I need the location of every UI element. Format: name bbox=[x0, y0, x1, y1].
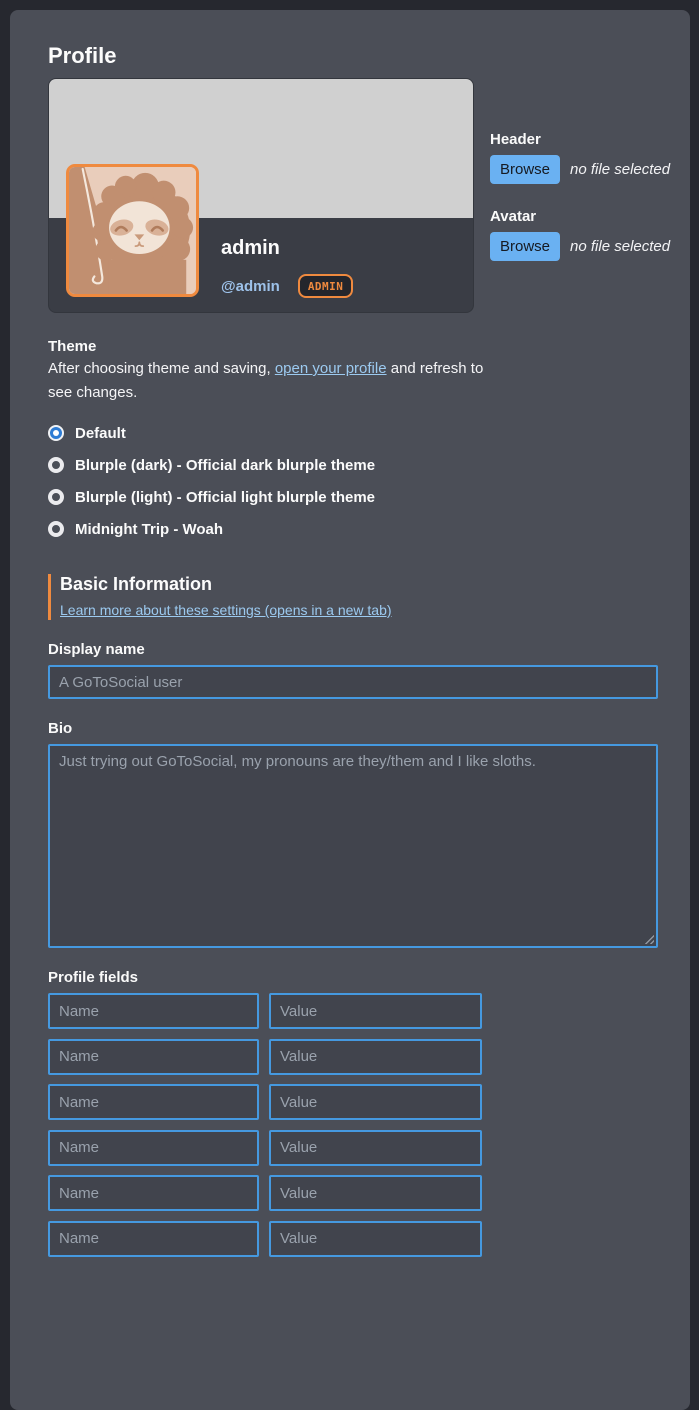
profile-preview-row bbox=[48, 78, 671, 313]
field-value-input[interactable] bbox=[269, 1084, 482, 1120]
display-name-label: Display name bbox=[48, 641, 145, 658]
bio-textarea[interactable] bbox=[48, 744, 658, 948]
theme-option-label: Midnight Trip - Woah bbox=[75, 520, 224, 538]
radio-button[interactable] bbox=[48, 489, 64, 505]
field-value-input[interactable] bbox=[269, 993, 482, 1029]
field-value-input[interactable] bbox=[269, 1221, 482, 1257]
theme-desc-after: and refresh to see changes. bbox=[48, 360, 484, 401]
bio-label: Bio bbox=[48, 720, 73, 737]
upload-column bbox=[490, 78, 670, 285]
avatar-upload-label: Avatar bbox=[490, 208, 537, 225]
field-name-input[interactable] bbox=[48, 1175, 259, 1211]
learn-more-link[interactable]: Learn more about these settings (opens in a new tab) bbox=[60, 602, 392, 618]
theme-option-label: Blurple (light) - Official light blurple theme bbox=[75, 488, 375, 506]
field-value-input[interactable] bbox=[269, 1039, 482, 1075]
theme-options bbox=[48, 417, 658, 545]
profile-field-row bbox=[48, 1221, 658, 1257]
avatar-browse-button[interactable]: Browse bbox=[490, 232, 560, 261]
radio-button[interactable] bbox=[48, 425, 64, 441]
theme-option[interactable] bbox=[48, 449, 658, 481]
admin-role-badge: ADMIN bbox=[298, 274, 354, 298]
profile-field-row bbox=[48, 1175, 658, 1211]
field-name-input[interactable] bbox=[48, 1039, 259, 1075]
basic-information-header bbox=[48, 574, 658, 620]
preview-display-name: admin bbox=[221, 237, 280, 259]
settings-panel bbox=[10, 10, 690, 1410]
field-name-input[interactable] bbox=[48, 1221, 259, 1257]
bio-wrap bbox=[48, 744, 658, 948]
profile-field-row bbox=[48, 1084, 658, 1120]
page-title: Profile bbox=[48, 43, 117, 68]
avatar-file-status: no file selected bbox=[570, 238, 671, 255]
radio-button[interactable] bbox=[48, 521, 64, 537]
sloth-avatar-illustration bbox=[69, 167, 196, 294]
preview-username: @admin bbox=[221, 277, 280, 295]
theme-option-label: Blurple (dark) - Official dark blurple theme bbox=[75, 456, 376, 474]
profile-preview-card bbox=[48, 78, 474, 313]
profile-field-row bbox=[48, 993, 658, 1029]
header-browse-button[interactable]: Browse bbox=[490, 155, 560, 184]
theme-option[interactable] bbox=[48, 513, 658, 545]
open-profile-link[interactable]: open your profile bbox=[274, 360, 387, 377]
display-name-input[interactable] bbox=[48, 665, 658, 699]
theme-label: Theme bbox=[48, 338, 97, 355]
field-name-input[interactable] bbox=[48, 993, 259, 1029]
theme-desc-before: After choosing theme and saving, bbox=[48, 360, 275, 377]
profile-field-row bbox=[48, 1039, 658, 1075]
profile-fields-label: Profile fields bbox=[48, 969, 139, 986]
radio-button[interactable] bbox=[48, 457, 64, 473]
theme-description bbox=[48, 357, 493, 405]
theme-option[interactable] bbox=[48, 481, 658, 513]
header-file-status: no file selected bbox=[570, 161, 671, 178]
field-value-input[interactable] bbox=[269, 1175, 482, 1211]
field-name-input[interactable] bbox=[48, 1084, 259, 1120]
basic-information-heading: Basic Information bbox=[60, 574, 213, 594]
profile-field-row bbox=[48, 1130, 658, 1166]
header-upload-label: Header bbox=[490, 131, 541, 148]
theme-section bbox=[48, 338, 658, 545]
field-name-input[interactable] bbox=[48, 1130, 259, 1166]
theme-option-label: Default bbox=[75, 424, 126, 442]
field-value-input[interactable] bbox=[269, 1130, 482, 1166]
profile-fields-list bbox=[48, 993, 658, 1257]
theme-option[interactable] bbox=[48, 417, 658, 449]
avatar bbox=[66, 164, 199, 297]
